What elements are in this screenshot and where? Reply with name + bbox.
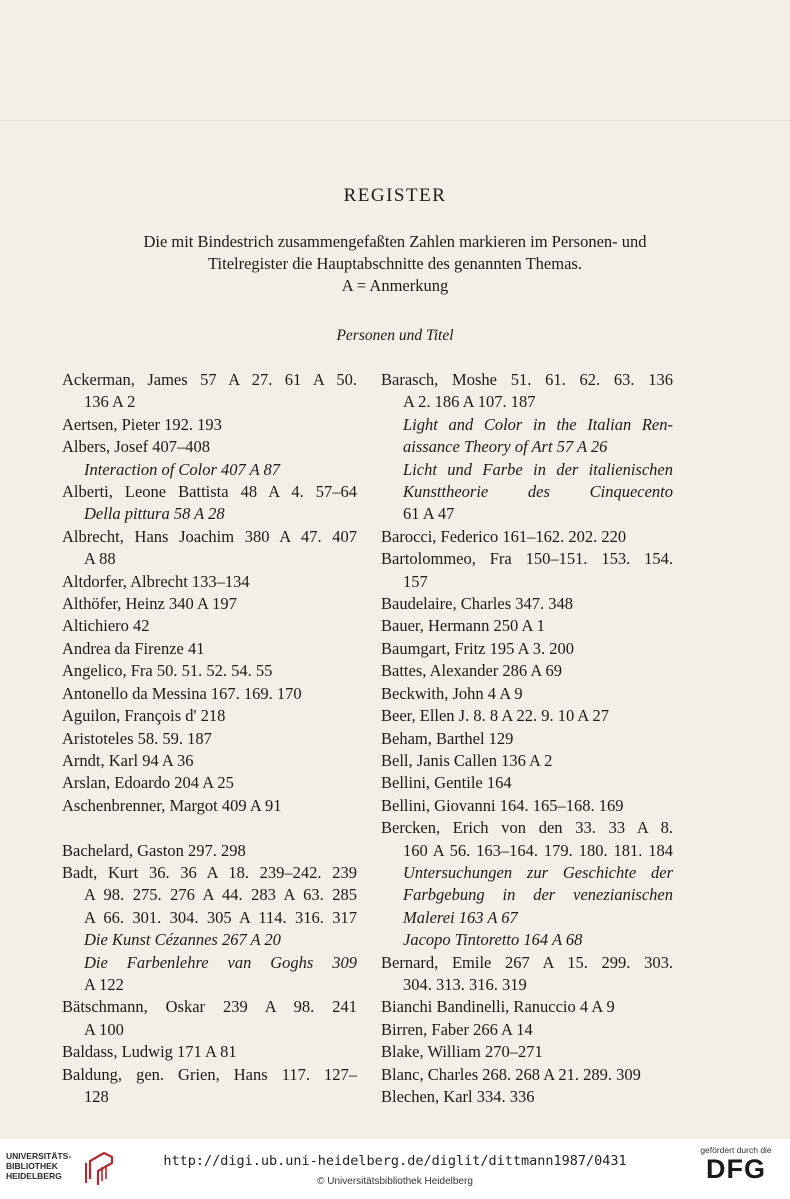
intro-line: Die mit Bindestrich zusammengefaßten Zahlen markieren im Personen- und (143, 232, 647, 251)
index-subentry: A 100 (84, 1019, 124, 1039)
permalink-url[interactable]: http://digi.ub.uni-heidelberg.de/diglit/dittmann1987/0431 (163, 1153, 627, 1169)
footer-bar (0, 1139, 790, 1199)
index-subentry: Kunsttheorie des Cinquecento (403, 482, 673, 502)
index-entry: Arndt, Karl 94 A 36 (62, 750, 194, 770)
library-name-line: UNIVERSITÄTS- (6, 1151, 72, 1161)
index-entry: Bianchi Bandinelli, Ranuccio 4 A 9 (381, 997, 615, 1017)
index-entry: Altdorfer, Albrecht 133–134 (62, 571, 250, 591)
index-entry: Alberti, Leone Battista 48 A 4. 57–64 (62, 482, 357, 502)
section-subtitle: Personen und Titel (336, 327, 454, 344)
copyright-notice: © Universitätsbibliothek Heidelberg (317, 1176, 473, 1187)
index-entry: Aristoteles 58. 59. 187 (62, 728, 212, 748)
index-entry: Altichiero 42 (62, 616, 150, 636)
dfg-wordmark: DFG (706, 1154, 766, 1184)
index-subentry: A 88 (84, 549, 116, 569)
page-texture (0, 120, 790, 121)
intro-line: Titelregister die Hauptabschnitte des genannten Themas. (208, 254, 582, 273)
index-subentry: 160 A 56. 163–164. 179. 180. 181. 184 (403, 840, 673, 860)
index-entry: Althöfer, Heinz 340 A 197 (62, 594, 237, 614)
index-subentry: 157 (403, 571, 428, 591)
index-entry: Beham, Barthel 129 (381, 728, 514, 748)
index-subentry: A 122 (84, 974, 124, 994)
index-entry: Bercken, Erich von den 33. 33 A 8. (381, 818, 673, 838)
index-entry: Bartolommeo, Fra 150–151. 153. 154. (381, 549, 673, 569)
index-entry: Birren, Faber 266 A 14 (381, 1019, 533, 1039)
index-subentry: Della pittura 58 A 28 (84, 504, 225, 524)
index-entry: Barocci, Federico 161–162. 202. 220 (381, 526, 627, 546)
register-intro (50, 231, 740, 297)
index-entry: Bätschmann, Oskar 239 A 98. 241 (62, 997, 357, 1017)
index-subentry: Malerei 163 A 67 (403, 907, 518, 927)
library-name-line: HEIDELBERG (6, 1171, 62, 1181)
index-entry: Baldung, gen. Grien, Hans 117. 127– (62, 1064, 357, 1084)
index-entry: Baudelaire, Charles 347. 348 (381, 594, 573, 614)
index-subentry: Die Kunst Cézannes 267 A 20 (84, 930, 281, 950)
index-entry: Ackerman, James 57 A 27. 61 A 50. (62, 370, 357, 389)
index-entry: Blake, William 270–271 (381, 1042, 543, 1062)
dfg-logo[interactable] (696, 1145, 776, 1183)
index-subentry: A 98. 275. 276 A 44. 283 A 63. 285 (84, 885, 357, 905)
index-entry: Bellini, Giovanni 164. 165–168. 169 (381, 795, 624, 815)
index-subentry: A 2. 186 A 107. 187 (403, 392, 536, 412)
index-entry: Arslan, Edoardo 204 A 25 (62, 773, 234, 793)
anmerkung-note: A = Anmerkung (341, 276, 449, 295)
index-subentry: Licht und Farbe in der italienischen (403, 459, 673, 479)
index-subentry: Jacopo Tintoretto 164 A 68 (403, 930, 583, 950)
index-entry: Aschenbrenner, Margot 409 A 91 (62, 795, 282, 815)
index-entry: Aguilon, François d' 218 (62, 706, 226, 726)
index-entry: Beer, Ellen J. 8. 8 A 22. 9. 10 A 27 (381, 706, 610, 726)
index-subentry: Farbgebung in der venezianischen (403, 885, 673, 905)
index-entry: Bachelard, Gaston 297. 298 (62, 840, 246, 860)
index-subentry: 136 A 2 (84, 392, 136, 412)
index-subentry: Untersuchungen zur Geschichte der (403, 862, 673, 882)
index-subentry: 128 (84, 1086, 109, 1106)
index-subentry: Die Farbenlehre van Goghs 309 (84, 952, 357, 972)
index-entry: Barasch, Moshe 51. 61. 62. 63. 136 (381, 370, 673, 389)
index-subentry: A 66. 301. 304. 305 A 114. 316. 317 (84, 907, 357, 927)
page-title: REGISTER (343, 185, 447, 206)
index-entry: Bellini, Gentile 164 (381, 773, 512, 793)
index-column-right (381, 369, 673, 1108)
index-entry: Albrecht, Hans Joachim 380 A 47. 407 (62, 526, 357, 546)
index-entry: Beckwith, John 4 A 9 (381, 683, 523, 703)
index-entry: Baumgart, Fritz 195 A 3. 200 (381, 638, 574, 658)
index-entry: Badt, Kurt 36. 36 A 18. 239–242. 239 (62, 862, 357, 882)
index-entry: Bernard, Emile 267 A 15. 299. 303. (381, 952, 673, 972)
index-subentry: Light and Color in the Italian Ren- (403, 414, 673, 434)
index-entry: Antonello da Messina 167. 169. 170 (62, 683, 302, 703)
index-entry: Albers, Josef 407–408 (62, 437, 211, 457)
funder-note: gefördert durch die (700, 1145, 772, 1155)
index-entry: Blechen, Karl 334. 336 (381, 1087, 535, 1106)
index-subentry: aissance Theory of Art 57 A 26 (403, 437, 608, 457)
index-subentry: 304. 313. 316. 319 (403, 974, 527, 994)
index-entry: Battes, Alexander 286 A 69 (381, 661, 563, 681)
library-name-line: BIBLIOTHEK (6, 1161, 58, 1171)
letter-group-spacer (62, 817, 357, 839)
index-subentry: Interaction of Color 407 A 87 (84, 459, 281, 479)
index-column-left (62, 369, 357, 1108)
index-entry: Baldass, Ludwig 171 A 81 (62, 1042, 237, 1062)
index-entry: Bell, Janis Callen 136 A 2 (381, 750, 553, 770)
index-entry: Aertsen, Pieter 192. 193 (62, 414, 222, 434)
index-entry: Blanc, Charles 268. 268 A 21. 289. 309 (381, 1064, 641, 1084)
index-entry: Andrea da Firenze 41 (62, 638, 205, 658)
index-entry: Angelico, Fra 50. 51. 52. 54. 55 (62, 661, 273, 681)
index-entry: Bauer, Hermann 250 A 1 (381, 616, 545, 636)
index-subentry: 61 A 47 (403, 504, 455, 524)
